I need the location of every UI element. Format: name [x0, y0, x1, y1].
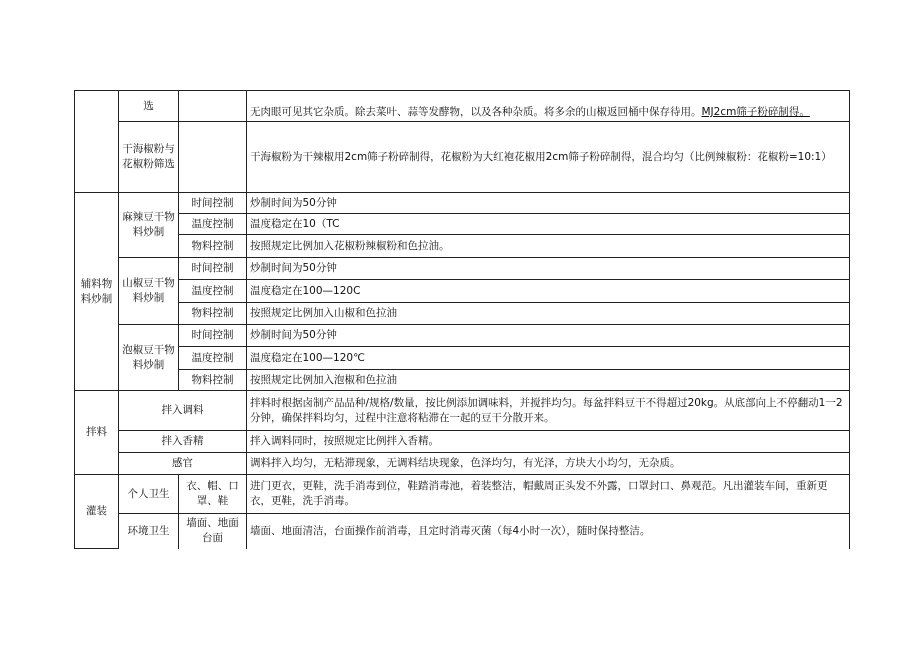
table-row [75, 347, 850, 370]
control-requirement: 调料拌入均匀，无粘滞现象，无调料结块现象，色泽均匀，有光泽，方块大小均匀，无杂质。 [247, 453, 850, 475]
control-requirement: 温度稳定在10（TC [247, 214, 850, 235]
section-label: 拌料 [75, 391, 119, 475]
group-name: 麻辣豆干物料炒制 [119, 193, 179, 258]
control-requirement: 炒制时间为50分钟 [247, 193, 850, 214]
requirement-text-underlined: MJ2cm筛子粉碎制得。 [701, 106, 810, 118]
table-row [75, 235, 850, 258]
control-item: 温度控制 [179, 214, 247, 235]
section-label: 灌装 [75, 475, 119, 549]
table-row [75, 193, 850, 214]
control-item: 温度控制 [179, 347, 247, 370]
control-item: 物料控制 [179, 235, 247, 258]
step-requirement: 干海椒粉为干辣椒用2cm筛子粉碎制得，花椒粉为大红袍花椒用2cm筛子粉碎制得，混合均匀（比例辣椒粉：花椒粉=10:1） [247, 122, 850, 193]
control-item: 时间控制 [179, 193, 247, 214]
control-item: 物料控制 [179, 303, 247, 325]
table-row [75, 214, 850, 235]
table-row [75, 514, 850, 549]
table-row [75, 91, 850, 122]
step-item: 衣、帽、口罩、鞋 [179, 475, 247, 514]
step-requirement [247, 91, 850, 122]
control-requirement: 温度稳定在100—120C [247, 280, 850, 303]
control-item: 温度控制 [179, 280, 247, 303]
table-row [75, 325, 850, 347]
control-requirement: 按照规定比例加入花椒粉辣椒粉和色拉油。 [247, 235, 850, 258]
step-name: 选 [119, 91, 179, 122]
step-item [179, 122, 247, 193]
control-requirement: 拌入调料同时，按照规定比例拌入香精。 [247, 431, 850, 453]
table-row [75, 475, 850, 514]
table-row [75, 431, 850, 453]
control-requirement: 按照规定比例加入泡椒和色拉油 [247, 370, 850, 391]
step-name: 个人卫生 [119, 475, 179, 514]
control-item: 物料控制 [179, 370, 247, 391]
table-row [75, 370, 850, 391]
control-requirement: 按照规定比例加入山椒和色拉油 [247, 303, 850, 325]
step-item: 墙面、地面台面 [179, 514, 247, 549]
section-label: 辅料物料炒制 [75, 193, 119, 391]
group-name: 山椒豆干物料炒制 [119, 258, 179, 325]
table-row [75, 453, 850, 475]
section-label [75, 91, 119, 193]
control-requirement: 拌料时根据卤制产品品种/规格/数量，按比例添加调味料，并搅拌均匀。每盆拌料豆干不得超过20kg。从底部向上不停翻动1一2分钟，确保拌料均匀，过程中注意将粘滞在一起的豆干分散开来。 [247, 391, 850, 431]
control-requirement: 温度稳定在100—120℃ [247, 347, 850, 370]
table-row [75, 280, 850, 303]
table-row [75, 258, 850, 280]
step-name: 环境卫生 [119, 514, 179, 549]
control-item: 时间控制 [179, 325, 247, 347]
table-row [75, 391, 850, 431]
control-requirement: 炒制时间为50分钟 [247, 258, 850, 280]
requirement-text: 无肉眼可见其它杂质。除去菜叶、蒜等发酵物，以及各种杂质。将多余的山椒返回桶中保存待用。 [250, 106, 702, 118]
step-item [179, 91, 247, 122]
control-item: 拌入调料 [119, 391, 247, 431]
control-item: 拌入香精 [119, 431, 247, 453]
control-requirement: 炒制时间为50分钟 [247, 325, 850, 347]
process-table [74, 90, 850, 549]
table-row [75, 303, 850, 325]
group-name: 泡椒豆干物料炒制 [119, 325, 179, 391]
step-requirement: 墙面、地面清洁，台面操作前消毒，且定时消毒灭菌（每4小时一次），随时保持整洁。 [247, 514, 850, 549]
step-requirement: 进门更衣，更鞋，洗手消毒到位，鞋踏消毒池，着装整洁，帽戴周正头发不外露，口罩封口、鼻观范。凡出灌装车间，重新更衣，更鞋，洗手消毒。 [247, 475, 850, 514]
control-item: 时间控制 [179, 258, 247, 280]
step-name: 干海椒粉与花椒粉筛选 [119, 122, 179, 193]
table-row [75, 122, 850, 193]
control-item: 感官 [119, 453, 247, 475]
